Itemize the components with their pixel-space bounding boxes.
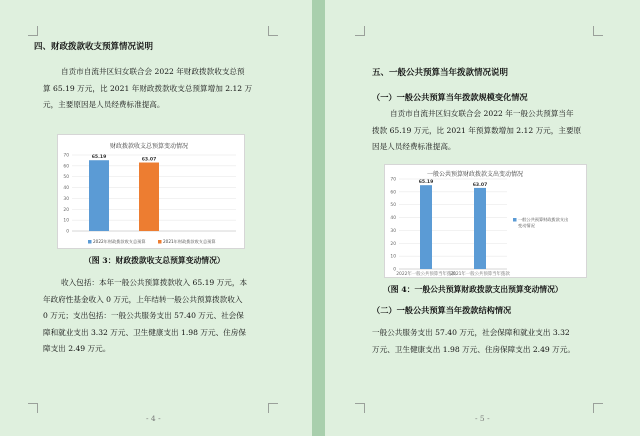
y-tick-label: 50 (63, 175, 69, 181)
bar (89, 160, 109, 231)
text-line: 算 65.19 万元，比 2021 年财政拨款收支总预算增加 2.12 万 (43, 83, 253, 93)
text-line: 拨款 65.19 万元，比 2021 年预算数增加 2.12 万元，主要原 (372, 125, 582, 135)
legend-label: 2021年财政拨款收支总预算 (163, 239, 216, 244)
crop-mark (593, 26, 603, 36)
crop-mark (28, 26, 38, 36)
bar (420, 185, 432, 269)
y-tick-label: 20 (390, 241, 396, 247)
crop-mark (593, 403, 603, 413)
paragraph (43, 64, 279, 114)
page-number: - 4 - (146, 414, 161, 423)
data-label: 65.19 (418, 180, 434, 186)
text-line: 0 万元；支出包括：一般公共服务支出 57.40 万元、社会保 (43, 311, 244, 320)
y-tick-label: 20 (63, 207, 69, 213)
y-tick-label: 40 (63, 186, 69, 192)
chart-2 (384, 164, 587, 278)
text-line: 收入包括：本年一般公共预算拨款收入 65.19 万元，本 (61, 278, 248, 287)
sub-heading: （一）一般公共预算当年拨款规模变化情况 (372, 92, 528, 102)
chart-svg (58, 135, 246, 250)
x-tick-label: 2022年一般公共预算当年拨款 (396, 272, 456, 277)
data-label: 63.07 (472, 182, 488, 188)
legend-label: 一般公共预算财政拨款支出 (518, 217, 569, 222)
right-page (325, 0, 640, 436)
legend-label: 2022年财政拨款收支总预算 (93, 239, 146, 244)
legend-swatch (158, 240, 162, 244)
crop-mark (355, 403, 365, 413)
crop-mark (355, 26, 365, 36)
section-heading: 五、一般公共预算当年拨款情况说明 (372, 68, 509, 78)
crop-mark (268, 403, 278, 413)
y-tick-label: 70 (63, 153, 69, 159)
sub-heading: （二）一般公共预算当年拨款结构情况 (372, 305, 512, 315)
text-line: 元，主要原因是人员经费标准提高。 (43, 100, 165, 109)
chart-1 (57, 134, 245, 249)
text-line: 万元、卫生健康支出 1.98 万元、住房保障支出 2.49 万元。 (372, 344, 575, 354)
page-gutter (312, 0, 325, 436)
text-line: 障支出 2.49 万元。 (43, 344, 111, 353)
data-label: 65.19 (91, 155, 107, 161)
figure-caption: （图 4：一般公共预算财政拨款支出预算变动情况） (383, 285, 563, 294)
data-label: 63.07 (141, 157, 157, 163)
legend-swatch (513, 218, 517, 222)
y-tick-label: 40 (390, 216, 396, 222)
figure-caption: （图 3：财政拨款收支总预算变动情况） (84, 256, 225, 265)
crop-mark (28, 403, 38, 413)
text-line: 障和就业支出 3.32 万元、卫生健康支出 1.98 万元、住房保 (43, 327, 246, 337)
crop-mark (268, 26, 278, 36)
text-line: 自贡市自流井区妇女联合会 2022 年财政拨款收支总预 (61, 67, 245, 76)
legend-label: 变动情况 (518, 223, 535, 228)
chart-svg (385, 165, 588, 279)
y-tick-label: 60 (390, 190, 396, 196)
legend-swatch (88, 240, 92, 244)
y-tick-label: 10 (63, 218, 69, 224)
section-heading: 四、财政拨款收支预算情况说明 (34, 42, 154, 52)
text-line: 自贡市自流井区妇女联合会 2022 年一般公共预算当年 (390, 109, 574, 118)
x-tick-label: 2021年一般公共预算当年拨款 (450, 272, 510, 277)
text-line: 年政府性基金收入 0 万元，上年结转一般公共预算拨款收入 (43, 294, 243, 304)
page-number: - 5 - (475, 414, 490, 423)
y-tick-label: 10 (390, 254, 396, 260)
y-tick-label: 60 (63, 164, 69, 170)
y-tick-label: 50 (390, 203, 396, 209)
y-tick-label: 30 (63, 196, 69, 202)
y-tick-label: 70 (390, 177, 396, 183)
text-line: 因是人员经费标准提高。 (372, 142, 456, 151)
y-tick-label: 0 (393, 267, 396, 273)
y-tick-label: 30 (390, 228, 396, 234)
chart-title: 财政拨款收支总预算变动情况 (110, 143, 189, 150)
y-tick-label: 0 (66, 229, 69, 235)
left-page (0, 0, 312, 436)
paragraph (372, 106, 608, 156)
paragraph (43, 275, 279, 358)
paragraph (372, 325, 608, 358)
bar (139, 163, 159, 231)
text-line: 一般公共服务支出 57.40 万元，社会保障和就业支出 3.32 (372, 328, 570, 337)
chart-title: 一般公共预算财政拨款支出变动情况 (427, 171, 524, 178)
bar (474, 188, 486, 269)
